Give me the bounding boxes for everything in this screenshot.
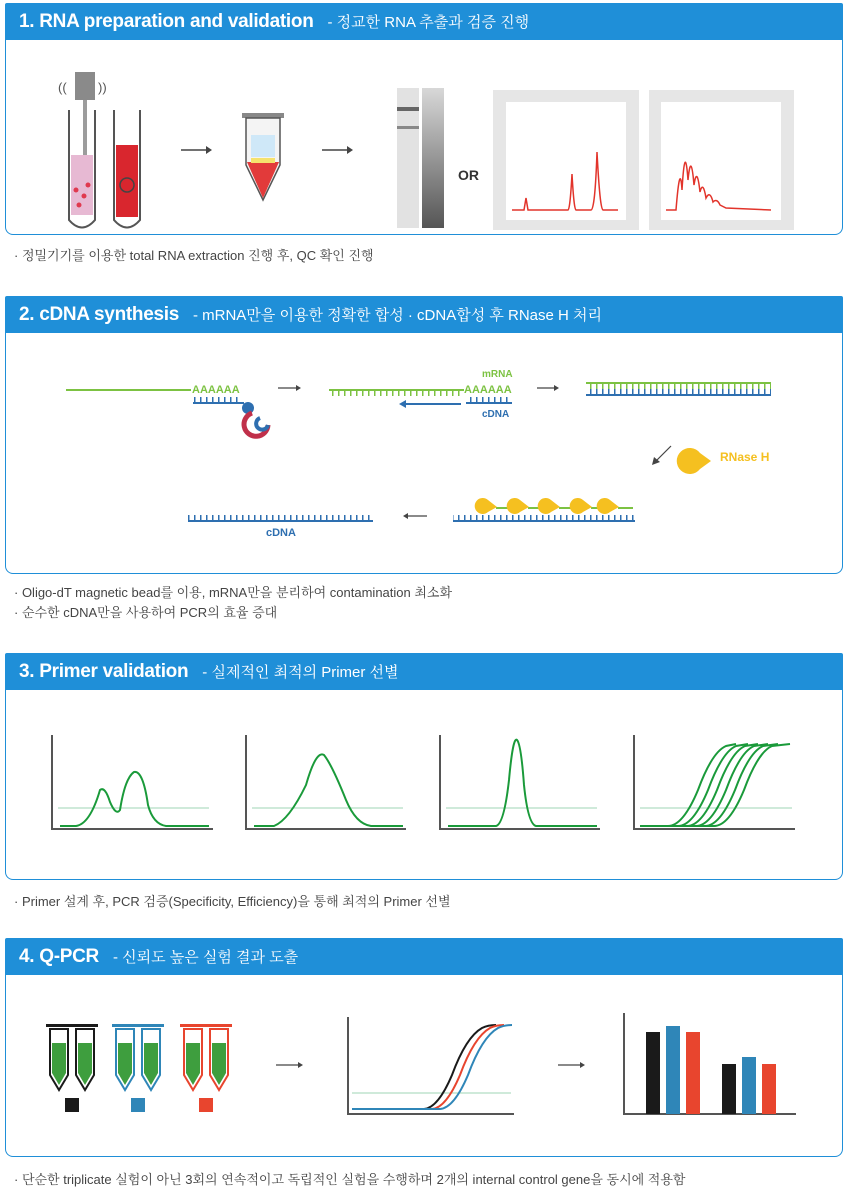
note-line: · 단순한 triplicate 실험이 아닌 3회의 연속적이고 독립적인 실험을 수행하며 2개의 internal control gene을 동시에 적용함 (14, 1172, 686, 1187)
section-header (5, 3, 843, 40)
primer-validation-plots (6, 690, 842, 880)
section-rna-preparation (5, 3, 843, 235)
pcr-tubes-black (46, 1024, 98, 1112)
section2-notes (14, 583, 452, 623)
section4-note (14, 1170, 685, 1190)
section-title: 3. Primer validation (19, 660, 189, 682)
qpcr-bar-chart (624, 1013, 796, 1114)
note-line: · Oligo-dT magnetic bead를 이용, mRNA만을 분리하여 contamination 최소화 (14, 585, 453, 600)
note-line: · 순수한 cDNA만을 사용하여 PCR의 효율 증대 (14, 605, 278, 620)
rnase-label: RNase H (720, 450, 770, 464)
bioanalyzer-trace-1 (493, 90, 639, 230)
note-line: · 정밀기기를 이용한 total RNA extraction 진행 후, QC 확인 진행 (14, 248, 374, 263)
pcr-tubes-blue (112, 1024, 164, 1112)
mrna-with-oligo-dt-bead (66, 384, 268, 436)
section-subtitle: - mRNA만을 이용한 정확한 합성 · cDNA합성 후 RNase H 처리 (192, 307, 603, 324)
arrow-icon (276, 1062, 303, 1068)
melt-curve-single-peak (440, 735, 600, 829)
arrow-icon (322, 146, 353, 154)
section-title: 1. RNA preparation and validation (19, 10, 314, 32)
pcr-tubes-red (180, 1024, 232, 1112)
amplification-curves (634, 735, 795, 829)
cdna-label: cDNA (482, 409, 510, 420)
tube-icon (242, 113, 284, 200)
polya-label-2: AAAAAA (464, 384, 512, 396)
arrow-icon (181, 146, 212, 154)
arrow-left-icon (403, 513, 427, 519)
section-subtitle: - 신뢰도 높은 실험 결과 도출 (112, 949, 299, 966)
melt-curve-double-peak (52, 735, 213, 829)
section-header (5, 653, 843, 690)
cdna-synthesis-illustration (6, 333, 842, 574)
arrow-icon (278, 385, 301, 391)
rna-prep-illustration (6, 40, 842, 235)
rnase-h-icon (677, 448, 770, 474)
svg-text:((: (( (58, 80, 67, 95)
section-cdna-synthesis (5, 296, 843, 574)
rnase-h-digestion (453, 498, 635, 521)
polya-label: AAAAAA (192, 384, 240, 396)
qpcr-illustration (6, 975, 842, 1157)
section-primer-validation (5, 653, 843, 880)
final-cdna-strand (188, 515, 373, 539)
section-subtitle: - 정교한 RNA 추출과 검증 진행 (327, 14, 530, 31)
qpcr-amplification-plot (348, 1017, 514, 1114)
section-subtitle: - 실제적인 최적의 Primer 선별 (202, 664, 399, 681)
note-line: · Primer 설계 후, PCR 검증(Specificity, Efficiency)을 통해 최적의 Primer 선별 (14, 894, 451, 909)
arrow-icon (558, 1062, 585, 1068)
or-label: OR (458, 167, 479, 183)
section-illustration-box (5, 333, 843, 574)
final-cdna-label: cDNA (266, 527, 296, 539)
mrna-label: mRNA (482, 369, 513, 380)
section-header (5, 938, 843, 975)
arrow-down-left-icon (652, 446, 671, 465)
section-title: 4. Q-PCR (19, 945, 99, 967)
section1-note (14, 246, 374, 266)
section-illustration-box (5, 975, 843, 1157)
section-title: 2. cDNA synthesis (19, 303, 179, 325)
gel-electrophoresis-icon (397, 88, 444, 228)
section-qpcr (5, 938, 843, 1157)
arrow-icon (537, 385, 559, 391)
rna-cdna-hybrid (586, 383, 771, 395)
melt-curve-broad-peak (246, 735, 406, 829)
bioanalyzer-trace-2 (649, 90, 794, 230)
section-header (5, 296, 843, 333)
svg-text:)): )) (98, 80, 107, 95)
homogenizer-icon (58, 72, 140, 228)
reverse-transcription (329, 369, 513, 420)
section-illustration-box (5, 40, 843, 235)
section-illustration-box (5, 690, 843, 880)
section3-note (14, 892, 451, 912)
